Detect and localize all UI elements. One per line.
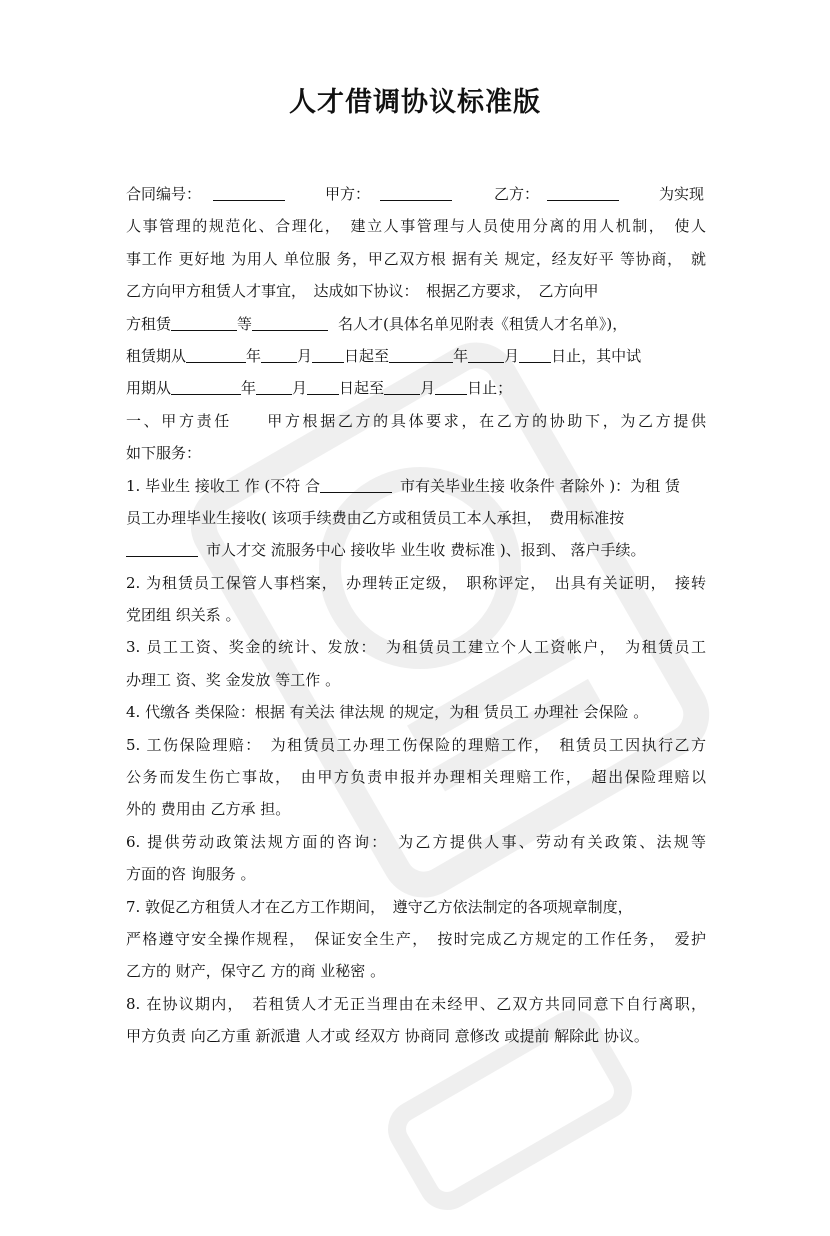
clause-1-line — [126, 470, 706, 502]
text-line: 乙方向甲方租赁人才事宜， 达成如下协议： 根据乙方要求， 乙方向甲 — [126, 282, 599, 301]
blank-field — [435, 376, 467, 395]
text-fragment: 租赁期从 — [126, 346, 187, 365]
clause-4-line: 4. 代缴各 类保险：根据 有关法 律法规 的规定，为租 赁员工 办理社 会保险 。 — [126, 703, 649, 722]
probation-period-line — [126, 372, 706, 404]
party-a-blank — [380, 182, 452, 201]
text-line: 甲方负责 向乙方重 新派遣 人才或 经双方 协商同 意修改 或提前 解除此 协议。 — [126, 1027, 649, 1046]
text-line: 公务而发生伤亡事故， 由甲方负责申报并办理相关理赔工作， 超出保险理赔以 — [126, 768, 706, 787]
blank-field — [384, 376, 420, 395]
blank-field — [389, 344, 453, 363]
blank-field — [320, 474, 392, 493]
text-line: 人事管理的规范化、合理化， 建立人事管理与人员使用分离的用人机制， 使人 — [126, 217, 706, 236]
text-fragment: 等 — [237, 314, 253, 333]
lease-count-line — [126, 308, 706, 340]
clause-5-line: 5. 工伤保险理赔： 为租赁员工办理工伤保险的理赔工作， 租赁员工因执行乙方 — [126, 735, 706, 754]
page-title: 人才借调协议标准版 — [289, 87, 541, 118]
text-line: 外的 费用由 乙方承 担。 — [126, 800, 291, 819]
blank-field — [519, 344, 551, 363]
text-fragment: 日起至 — [344, 346, 390, 365]
section-heading: 一、甲方责任 甲方根据乙方的具体要求，在乙方的协助下，为乙方提供 — [126, 411, 706, 430]
text-fragment: 年 — [246, 346, 262, 365]
clause-7-line: 7. 敦促乙方租赁人才在乙方工作期间， 遵守乙方依法制定的各项规章制度， — [126, 897, 633, 916]
text-fragment: 月 — [292, 379, 308, 398]
text-line: 方面的咨 询服务 。 — [126, 865, 256, 884]
text-fragment: 用期从 — [126, 379, 172, 398]
text-line: 严格遵守安全操作规程， 保证安全生产， 按时完成乙方规定的工作任务， 爱护 — [126, 929, 706, 948]
blank-field — [171, 312, 237, 331]
text-fragment: 1. 毕业生 接收工 作 (不符 合 — [126, 476, 321, 495]
text-fragment: 市人才交 流服务中心 接收毕 业生收 费标准 )、报到、 落户手续。 — [206, 541, 646, 560]
blank-field — [307, 376, 339, 395]
header-line — [126, 178, 706, 210]
blank-field — [171, 376, 241, 395]
party-b-label: 乙方： — [494, 185, 540, 203]
blank-field — [252, 312, 328, 331]
text-line: 如下服务： — [126, 444, 202, 463]
blank-field — [256, 376, 292, 395]
clause-3-line: 3. 员工工资、奖金的统计、发放： 为租赁员工建立个人工资帐户， 为租赁员工 — [126, 638, 706, 657]
blank-field — [468, 344, 504, 363]
clause-1-fee-line — [126, 534, 706, 566]
text-fragment: 市有关毕业生接 收条件 者除外 )：为租 赁 — [400, 476, 680, 495]
document-body — [126, 178, 706, 1053]
text-line: 党团组 织关系 。 — [126, 606, 241, 625]
party-a-label: 甲方： — [325, 185, 371, 203]
header-tail: 为实现 — [659, 185, 705, 203]
contract-no-blank — [213, 182, 285, 201]
lease-period-line — [126, 340, 706, 372]
text-line: 办理工 资、奖 金发放 等工作 。 — [126, 670, 341, 689]
text-fragment: 方租赁 — [126, 314, 172, 333]
text-fragment: 月 — [297, 346, 313, 365]
text-fragment: 日起至 — [339, 379, 385, 398]
text-fragment: 月 — [420, 379, 436, 398]
text-fragment: 名人才(具体名单见附表《租赁人才名单》)， — [338, 314, 628, 333]
text-line: 员工办理毕业生接收( 该项手续费由乙方或租赁员工本人承担， 费用标准按 — [126, 508, 625, 527]
blank-field — [261, 344, 297, 363]
text-fragment: 月 — [504, 346, 520, 365]
clause-6-line: 6. 提供劳动政策法规方面的咨询： 为乙方提供人事、劳动有关政策、法规等 — [126, 832, 706, 851]
contract-no-label: 合同编号： — [126, 185, 202, 203]
text-line: 事工作 更好地 为用人 单位服 务，甲乙双方根 据有关 规定，经友好平 等协商， 就 — [126, 249, 706, 268]
clause-2-line: 2. 为租赁员工保管人事档案， 办理转正定级， 职称评定， 出具有关证明， 接转 — [126, 573, 706, 592]
text-fragment: 日止，其中试 — [551, 346, 642, 365]
blank-field — [312, 344, 344, 363]
clause-8-line: 8. 在协议期内， 若租赁人才无正当理由在未经甲、乙双方共同同意下自行离职， — [126, 994, 706, 1013]
text-fragment: 年 — [453, 346, 469, 365]
text-fragment: 日止； — [467, 379, 513, 398]
blank-field — [186, 344, 246, 363]
blank-field — [126, 538, 198, 557]
text-fragment: 年 — [241, 379, 257, 398]
text-line: 乙方的 财产，保守乙 方的商 业秘密 。 — [126, 962, 386, 981]
party-b-blank — [547, 182, 619, 201]
